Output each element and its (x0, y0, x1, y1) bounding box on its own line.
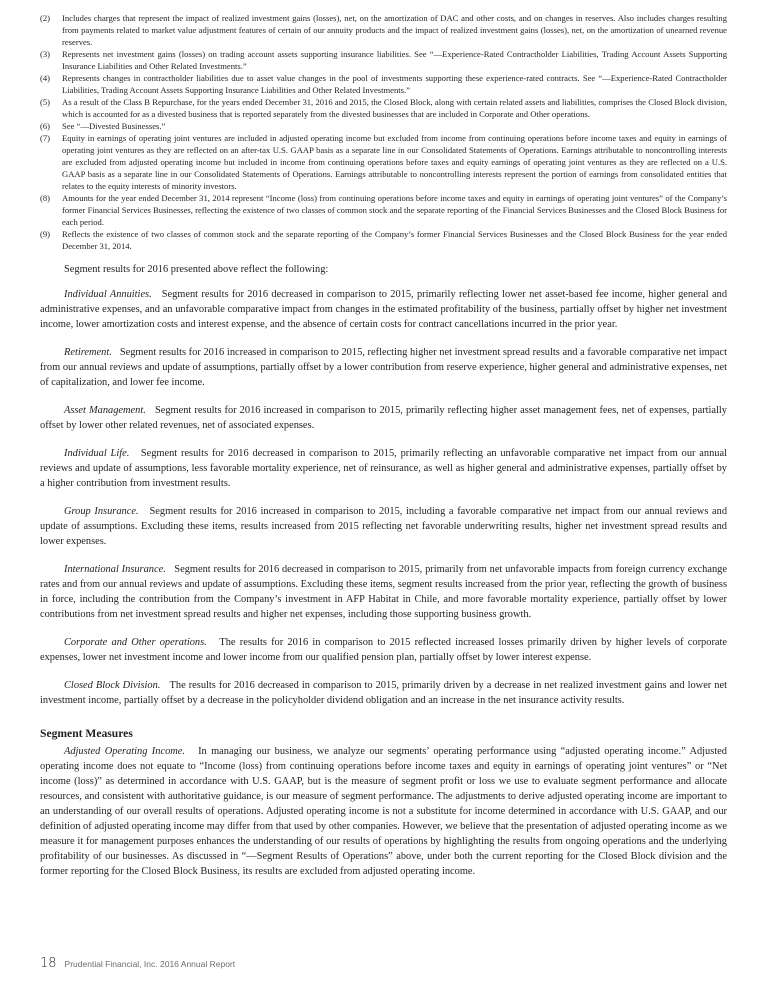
footnote-text: Represents changes in contractholder liabilities due to asset value changes in the pool of investments supporting these experience-rated contracts. See “—Experience-Rated Contractholder Liabilities, Trading Account Assets Supporting Insurance Liabilities and Other Related Investments.” (62, 73, 727, 95)
segment-paragraph-retirement (40, 345, 727, 390)
page-footer (40, 956, 235, 971)
footnote-number: (7) (40, 133, 51, 143)
footnote-number: (2) (40, 13, 51, 23)
paragraph-lead: Adjusted Operating Income. (64, 746, 185, 758)
footnote (40, 96, 727, 120)
segment-paragraph-individual-life (40, 446, 727, 491)
segment-results (40, 262, 727, 879)
paragraph-lead: Asset Management. (64, 405, 146, 417)
paragraph-text: Segment results for 2016 increased in comparison to 2015, including a favorable comparative net impact from our annual reviews and update of assumptions. Excluding these items, results increased from 2015 reflecting net favorable underwriting results, higher net investment spread results and lower expenses. (40, 506, 728, 548)
paragraph-text: Segment results for 2016 decreased in comparison to 2015, primarily from net unfavorable impacts from foreign currency exchange rates and from our annual reviews and update of assumptions. Excluding these items, segment results increased from the prior year, reflecting the growth of business in force, including the contribution from the Company’s investment in AFP Habitat in Chile, and more favorable mortality experience, partially offset by lower contributions from net investment spread results and higher net expenses, including those supporting business growth. (40, 564, 727, 621)
footnote-text: Represents net investment gains (losses) on trading account assets supporting insurance liabilities. See “—Experience-Rated Contractholder Liabilities, Trading Account Assets Supporting Insurance Liabilities and Other Related Investments.” (62, 49, 727, 71)
footnote (40, 12, 727, 48)
page-content (40, 0, 727, 890)
paragraph-text: Segment results for 2016 decreased in comparison to 2015, primarily reflecting lower net asset-based fee income, higher general and administrative expenses, and an unfavorable comparative impact from changes in the estimated profitability of the business, partially offset by higher net investment income, lower amortization costs and interest expense, and the absence of certain costs for contract cancellations incurred in the prior year. (40, 289, 728, 331)
paragraph-lead: Closed Block Division. (64, 680, 161, 692)
footnote-text: Amounts for the year ended December 31, 2014 represent “Income (loss) from continuing operations before income taxes and equity in earnings of operating joint ventures” of the Company’s former Financial Services Businesses, reflecting the existence of two classes of common stock and the separate reporting of the Financial Services Businesses and the Closed Block Business for each period. (62, 193, 727, 227)
adjusted-operating-income-paragraph (40, 744, 727, 879)
paragraph-text: Segment results for 2016 increased in comparison to 2015, reflecting higher net investment spread results and a favorable comparative net impact from our annual reviews and update of assumptions, partially offset by a lower contribution from reserve experience, higher general and administrative expenses, net of capitalization, and lower fee income. (40, 347, 728, 389)
footnote-text: Equity in earnings of operating joint ventures are included in adjusted operating income but excluded from income from continuing operations before income taxes and equity in earnings of operating joint ventures as they are reflected on an after-tax U.S. GAAP basis as a separate line in our Consolidated Statements of Operations. Earnings attributable to noncontrolling interests are excluded from adjusted operating income but included in income from continuing operations before taxes and equity earnings of operating joint ventures as they are reflected on a U.S. GAAP basis as a separate line in our Consolidated Statements of Operations. Earnings attributable to noncontrolling interests represent the portion of earnings from consolidated entities that relates to the equity interests of minority investors. (62, 133, 727, 191)
section-heading: Segment Measures (40, 727, 133, 741)
segment-paragraph-closed-block (40, 678, 727, 708)
footnote-number: (4) (40, 73, 51, 83)
footnote (40, 48, 727, 72)
footnote (40, 132, 727, 192)
footnote-number: (6) (40, 121, 51, 131)
paragraph-lead: Group Insurance. (64, 506, 139, 518)
page-number: 18 (40, 956, 57, 971)
paragraph-text: The results for 2016 in comparison to 2015 reflected increased losses primarily driven by higher levels of corporate expenses, lower net investment income and lower income from our qualified pension plan, partially offset by lower interest expense. (40, 637, 728, 664)
footnotes (40, 12, 727, 252)
footnote-text: As a result of the Class B Repurchase, for the years ended December 31, 2016 and 2015, the Closed Block, along with certain related assets and liabilities, comprises the Closed Block division, which is accounted for as a divested business that is reported separately from the divested businesses that are included in Corporate and Other operations. (62, 97, 727, 119)
footnote (40, 228, 727, 252)
footnote-number: (8) (40, 193, 51, 203)
segment-paragraph-international-insurance (40, 562, 727, 622)
paragraph-text: Segment results for 2016 decreased in comparison to 2015, primarily reflecting an unfavorable comparative net impact from our annual reviews and update of assumptions, less favorable mortality experience, net of reinsurance, as well as higher general and administrative expenses, partially offset by a higher contribution from investment results. (40, 448, 727, 490)
intro-paragraph: Segment results for 2016 presented above reflect the following: (64, 264, 329, 275)
footnote (40, 72, 727, 96)
paragraph-lead: Corporate and Other operations. (64, 637, 207, 649)
footnote-text: Includes charges that represent the impact of realized investment gains (losses), net, on the amortization of DAC and other costs, and on changes in reserves. Also includes charges resulting from payments related to market value adjustment features of certain of our annuity products and the impact of realized investment gains (losses), net, on the amortization of unearned revenue reserves. (62, 13, 727, 47)
footnote-number: (3) (40, 49, 51, 59)
footnote-text: Reflects the existence of two classes of common stock and the separate reporting of the Company’s former Financial Services Businesses and the Closed Block Business for the year ended December 31, 2014. (62, 229, 727, 251)
paragraph-lead: Retirement. (64, 347, 112, 359)
paragraph-lead: Individual Annuities. (64, 289, 152, 301)
paragraph-text: The results for 2016 decreased in comparison to 2015, primarily driven by a decrease in net realized investment gains and lower net investment income, partially offset by a decrease in the policyholder dividend obligation and an increase in the net insurance activity results. (40, 680, 727, 707)
segment-paragraph-group-insurance (40, 504, 727, 549)
segment-paragraph-corporate-other (40, 635, 727, 665)
footnote (40, 120, 727, 132)
footnote-text: See “—Divested Businesses.” (62, 121, 166, 131)
footnote (40, 192, 727, 228)
footnote-number: (5) (40, 97, 51, 107)
segment-paragraph-asset-management (40, 403, 727, 433)
footnote-number: (9) (40, 229, 51, 239)
paragraph-text: In managing our business, we analyze our segments’ operating performance using “adjusted operating income.” Adjusted operating income does not equate to “Income (loss) from continuing operations before income taxes and equity in earnings of operating joint ventures” or “Net income (loss)” as determined in accordance with U.S. GAAP, but is the measure of segment profit or loss we use to evaluate segment performance and allocate resources, and consistent with authoritative guidance, is our measure of segment performance. The adjustments to derive adjusted operating income are important to an understanding of our overall results of operations. Adjusted operating income is not a substitute for income determined in accordance with U.S. GAAP, and our definition of adjusted operating income may differ from that used by other companies. However, we believe that the presentation of adjusted operating income as we measure it for management purposes enhances the understanding of our results of operations by highlighting the results from ongoing operations and the underlying profitability of our businesses. As discussed in “—Segment Results of Operations” above, under both the current reporting for the Closed Block division and the former reporting for the Closed Block Business, its results are excluded from adjusted operating income. (40, 746, 727, 878)
paragraph-lead: Individual Life. (64, 448, 130, 460)
segment-paragraph-individual-annuities (40, 287, 727, 332)
paragraph-lead: International Insurance. (64, 564, 166, 576)
report-title: Prudential Financial, Inc. 2016 Annual Report (64, 959, 236, 969)
paragraph-text: Segment results for 2016 increased in comparison to 2015, primarily reflecting higher asset management fees, net of expenses, partially offset by lower other related revenues, net of associated expenses. (40, 405, 728, 432)
